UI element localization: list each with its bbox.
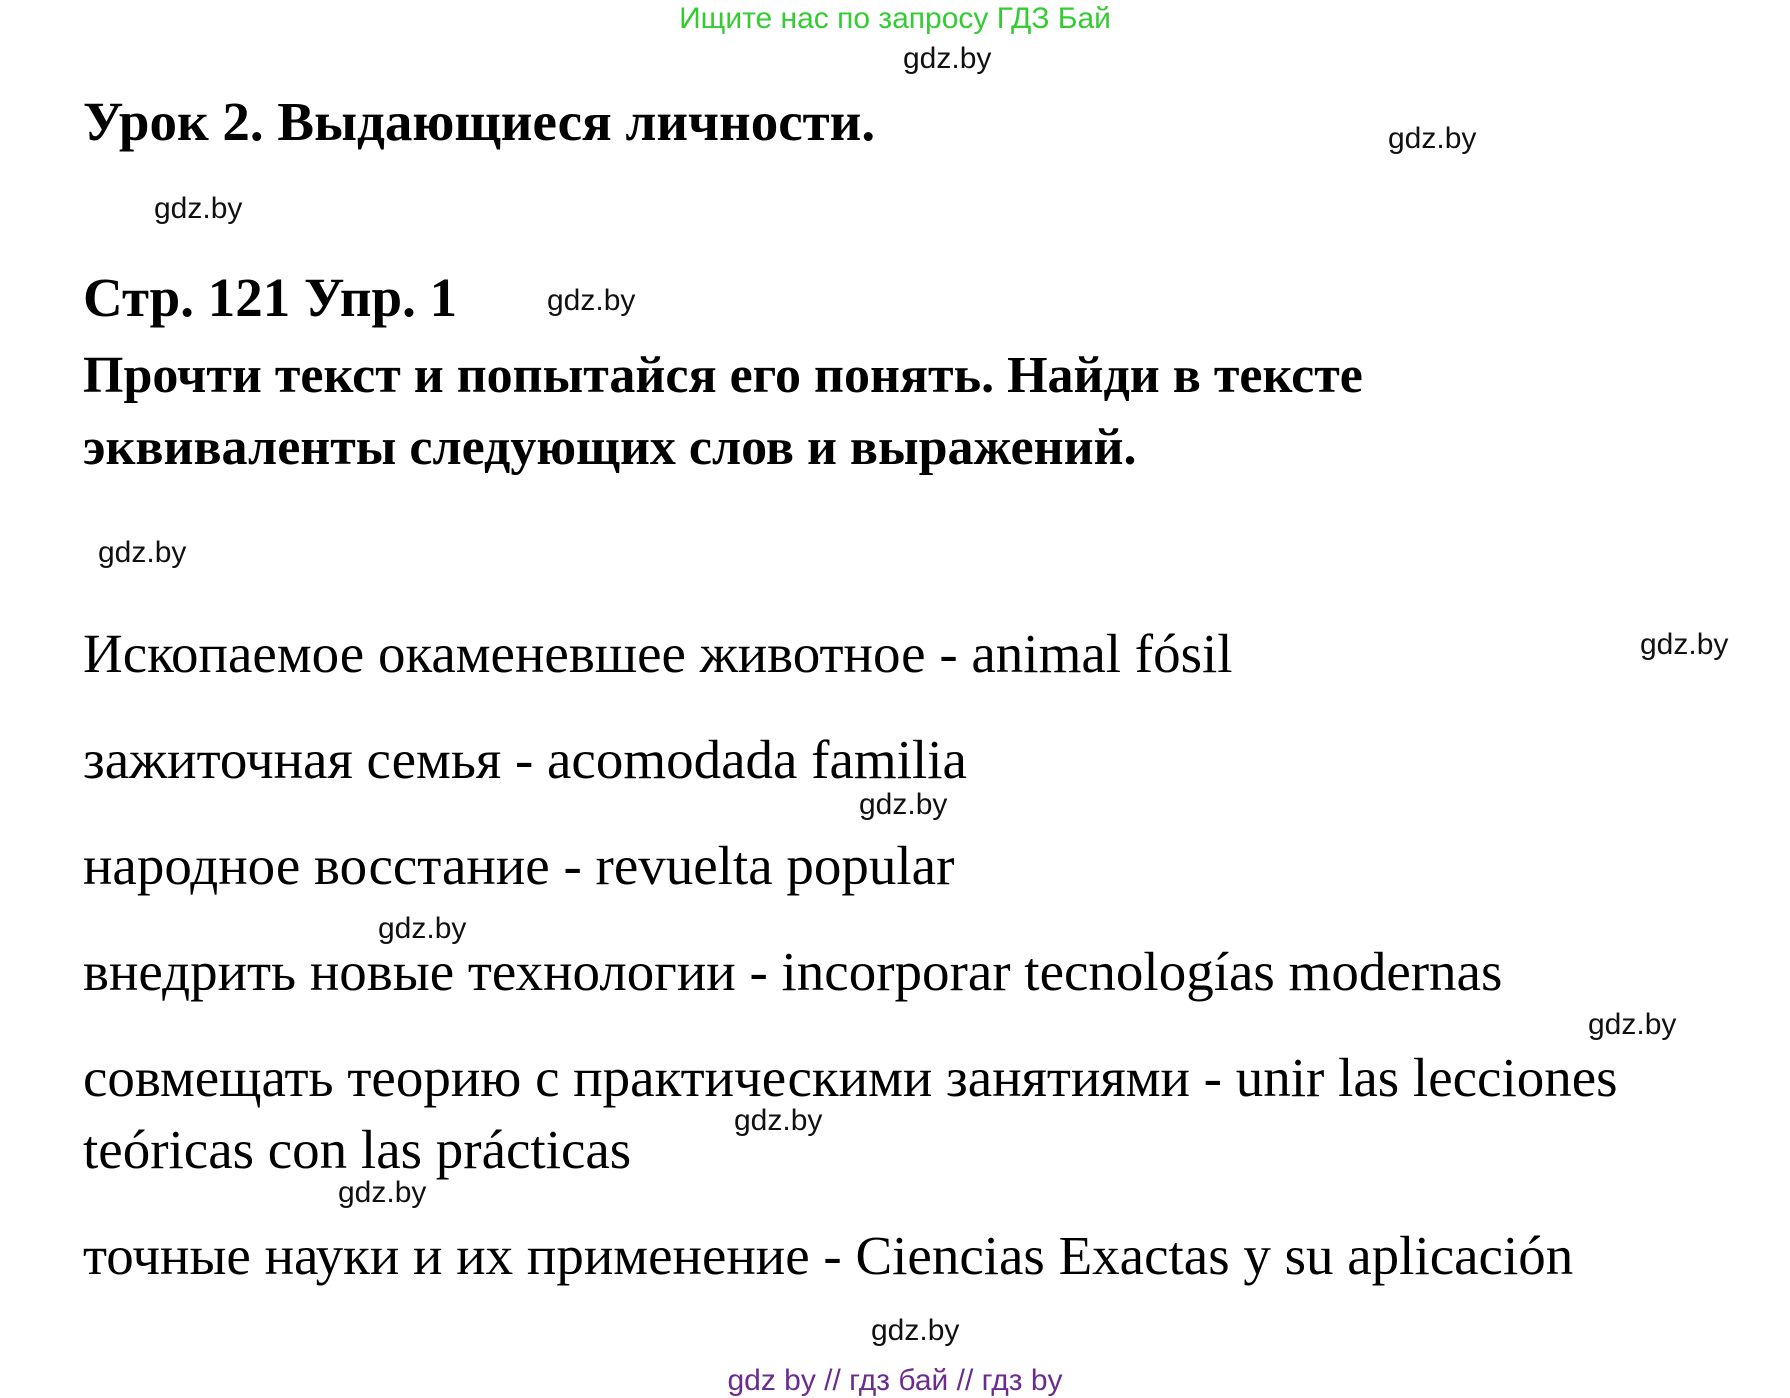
search-hint-banner: Ищите нас по запросу ГДЗ Бай (679, 2, 1111, 35)
watermark: gdz.by (1588, 1008, 1677, 1041)
watermark: gdz.by (547, 284, 636, 317)
vocab-entry: народное восстание - revuelta popular (83, 835, 955, 896)
watermark: gdz.by (338, 1176, 427, 1209)
watermark: gdz.by (903, 42, 992, 75)
vocab-entry: внедрить новые технологии - incorporar tecnologías modernas (83, 941, 1503, 1002)
exercise-instruction: Прочти текст и попытайся его понять. Найди в тексте эквиваленты следующих слов и выражений. (83, 347, 1363, 476)
footer-links: gdz by // гдз бай // гдз by (727, 1364, 1063, 1397)
vocab-entry: зажиточная семья - acomodada familia (83, 729, 967, 790)
vocab-entry: совмещать теорию с практическими занятиями - unir las lecciones teóricas con las prácticas (83, 1047, 1618, 1180)
lesson-title: Урок 2. Выдающиеся личности. (83, 91, 876, 152)
watermark: gdz.by (871, 1314, 960, 1347)
watermark: gdz.by (154, 192, 243, 225)
watermark: gdz.by (734, 1104, 823, 1137)
exercise-title: Стр. 121 Упр. 1 (83, 267, 458, 328)
watermark: gdz.by (378, 912, 467, 945)
watermark: gdz.by (98, 536, 187, 569)
watermark: gdz.by (859, 788, 948, 821)
vocab-entry: Ископаемое окаменевшее животное - animal fósil (83, 623, 1233, 684)
vocab-entry: точные науки и их применение - Ciencias Exactas y su aplicación (83, 1225, 1574, 1286)
watermark: gdz.by (1640, 628, 1729, 661)
watermark: gdz.by (1388, 122, 1477, 155)
